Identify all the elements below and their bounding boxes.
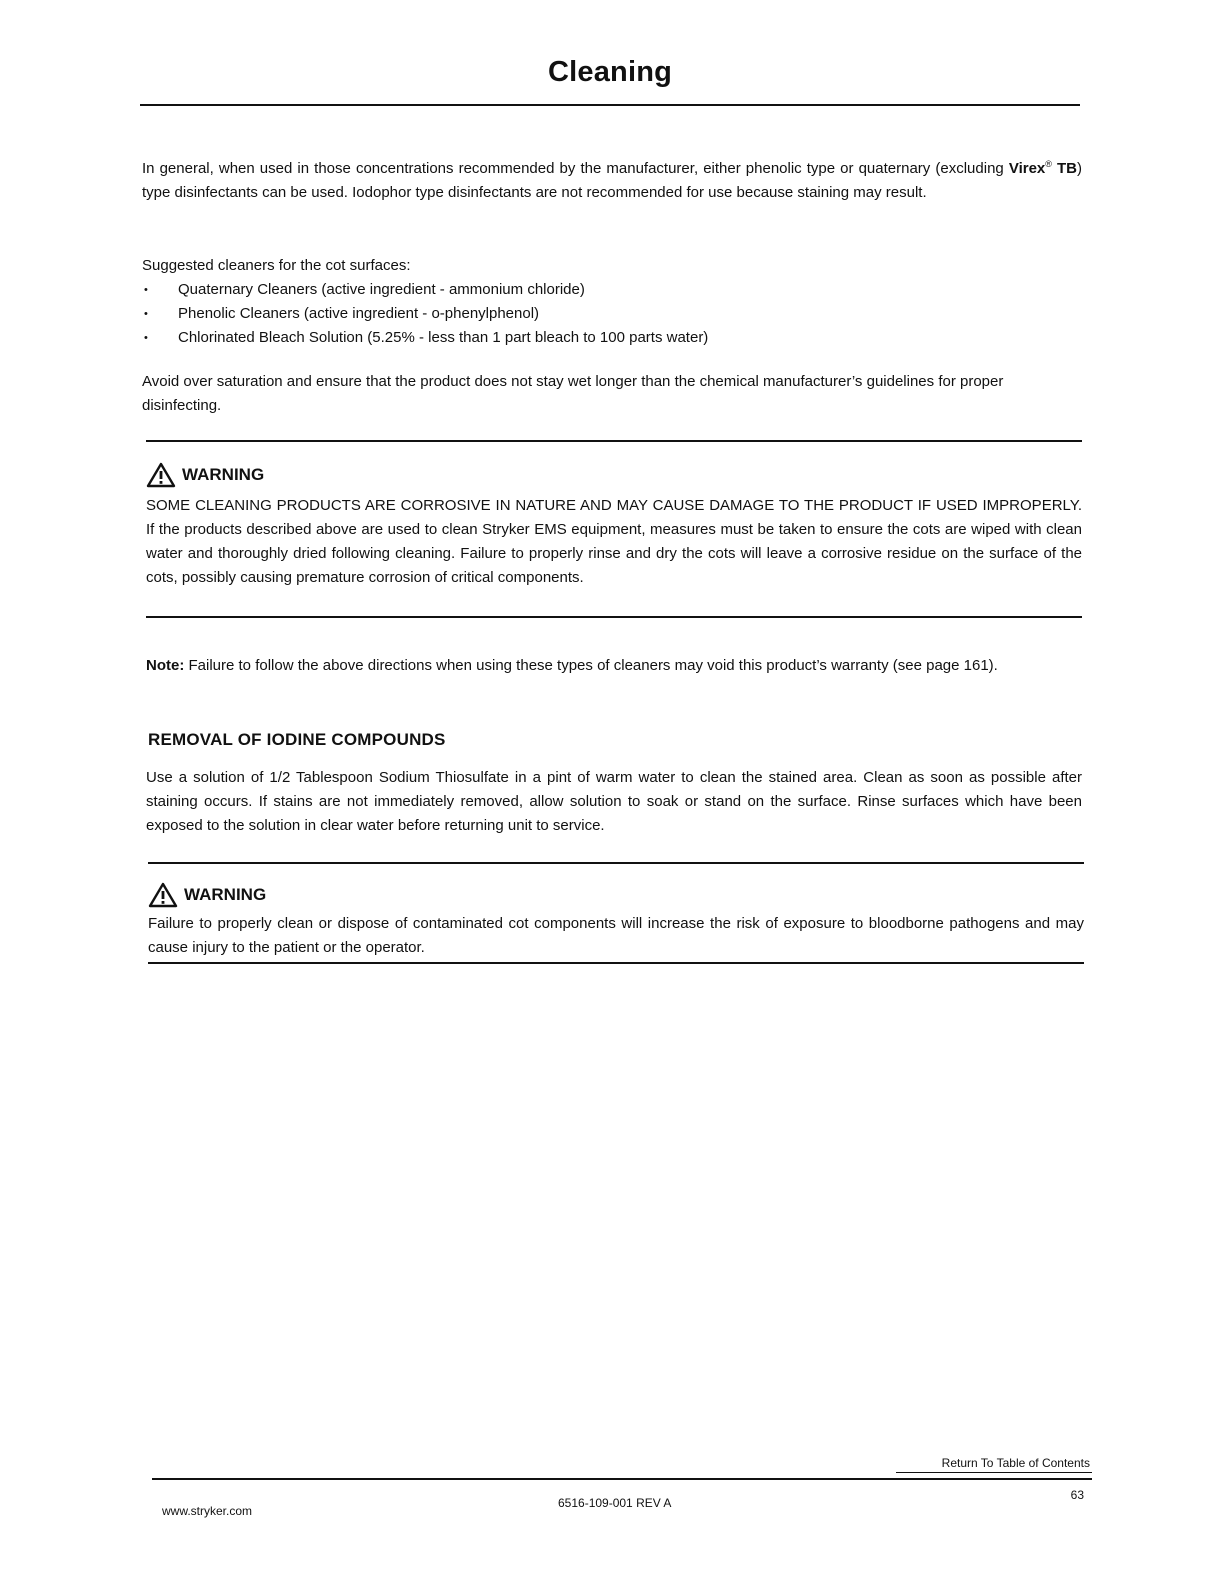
warning1-label: WARNING <box>182 465 265 484</box>
cleaners-section <box>142 254 1082 350</box>
warning1-header <box>146 462 264 488</box>
list-item: • Chlorinated Bleach Solution (5.25% - less than 1 part bleach to 100 parts water) <box>142 326 1082 350</box>
return-to-toc-link[interactable]: Return To Table of Contents <box>941 1456 1090 1470</box>
intro-product: Virex <box>1008 160 1046 177</box>
intro-prefix: In general, when used in those concentrations recommended by the manufacturer, either phenolic type or quaternary (excluding <box>142 160 1009 177</box>
warning2-top-rule <box>148 862 1084 864</box>
title-rule <box>140 104 1080 106</box>
warning-triangle-icon <box>146 462 176 488</box>
warning1-text: SOME CLEANING PRODUCTS ARE CORROSIVE IN NATURE AND MAY CAUSE DAMAGE TO THE PRODUCT IF USED IMPROPERLY. If the products described above are used to clean Stryker EMS equipment, measures must be taken to ensure the cots are wiped with clean water and thoroughly dried following cleaning. Failure to properly rinse and dry the cots will leave a corrosive residue on the surface of the cots, possibly causing premature corrosion of critical components. <box>146 497 1082 586</box>
document-number: 6516-109-001 REV A <box>558 1496 672 1510</box>
warning2-text: Failure to properly clean or dispose of contaminated cot components will increase the risk of exposure to bloodborne pathogens and may cause injury to the patient or the operator. <box>148 915 1084 956</box>
warning1-top-rule <box>146 440 1082 442</box>
warning-triangle-icon <box>148 882 178 908</box>
warning2-bottom-rule <box>148 962 1084 964</box>
registered-mark: ® <box>1045 159 1052 169</box>
iodine-heading: REMOVAL OF IODINE COMPOUNDS <box>148 730 446 749</box>
page-number: 63 <box>1070 1488 1084 1502</box>
saturation-paragraph: Avoid over saturation and ensure that the product does not stay wet longer than the chemical manufacturer’s guidelines for proper disinfecting. <box>142 373 1004 414</box>
website-url: www.stryker.com <box>162 1504 253 1518</box>
warning2-header <box>148 882 266 908</box>
iodine-paragraph: Use a solution of 1/2 Tablespoon Sodium Thiosulfate in a pint of warm water to clean the stained area. Clean as soon as possible after staining occurs. If stains are not immediately removed, allow solution to soak or stand on the surface. Rinse surfaces which have been exposed to the solution in clear water before returning unit to service. <box>146 769 1082 834</box>
list-item: • Phenolic Cleaners (active ingredient - o-phenylphenol) <box>142 302 1082 326</box>
cleaners-heading: Suggested cleaners for the cot surfaces: <box>142 257 411 274</box>
footer-link-underline <box>896 1472 1092 1473</box>
cleaners-list <box>142 278 1082 350</box>
intro-product-suffix: TB <box>1051 160 1077 177</box>
note-label: Note: <box>146 657 185 674</box>
warning1-bottom-rule <box>146 616 1082 618</box>
footer-rule <box>152 1478 1092 1480</box>
intro-suffix: ) type disinfectants can be used. Iodophor type disinfectants are not recommended for use because staining may result. <box>142 160 1082 201</box>
intro-paragraph <box>142 152 1082 205</box>
note-text: Failure to follow the above directions when using these types of cleaners may void this product’s warranty (see page 161). <box>184 657 998 674</box>
page-title: Cleaning <box>547 56 673 88</box>
warning2-label: WARNING <box>184 885 267 904</box>
note-paragraph <box>146 654 1082 678</box>
list-item: • Quaternary Cleaners (active ingredient - ammonium chloride) <box>142 278 1082 302</box>
